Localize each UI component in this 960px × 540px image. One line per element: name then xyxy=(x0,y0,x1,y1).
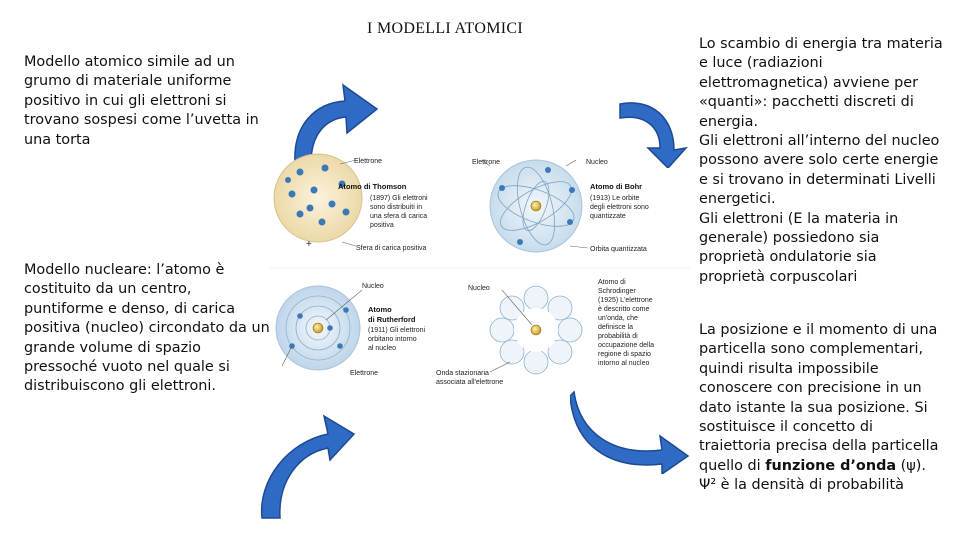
thomson-description: Modello atomico simile ad un grumo di materiale uniforme positivo in cui gli elettroni si trovano sospesi come l’uvetta in una torta xyxy=(24,54,259,148)
rutherford-desc-line: (1911) Gli elettroni xyxy=(368,327,426,334)
schrodinger-description xyxy=(699,321,949,496)
schrodinger-after: (ψ). xyxy=(896,457,926,474)
thomson-desc-line: positiva xyxy=(370,222,394,229)
schrodinger-desc xyxy=(598,297,656,367)
schrodinger-desc-line: probabilità di xyxy=(598,333,638,340)
bohr-title: Atomo di Bohr xyxy=(590,182,643,191)
schrodinger-intro: La posizione e il momento di una particella sono complementari, quindi risulta impossibile conoscere con precisione in un dato istante la sua posizione. Si sostituisce il concetto di traiettoria precisa della particella quello di xyxy=(699,322,939,474)
wave-function-term: funzione d’onda xyxy=(765,457,897,474)
rutherford-nucleus-label: Nucleo xyxy=(362,283,384,290)
rutherford-model xyxy=(276,283,427,377)
arrow-rutherford-icon xyxy=(258,390,358,520)
thomson-title: Atomo di Thomson xyxy=(338,182,407,191)
schrodinger-desc-line: definisce la xyxy=(598,324,634,331)
rutherford-title-line: Atomo xyxy=(368,305,392,314)
schrodinger-desc-line: occupazione della xyxy=(598,342,655,349)
schrodinger-nucleus-label: Nucleo xyxy=(468,285,490,292)
bohr-paragraph-2: Gli elettroni all’interno del nucleo possono avere solo certe energie e si trovano in determinati Livelli energetici. xyxy=(699,133,940,208)
bohr-nucleus-label: Nucleo xyxy=(586,159,608,166)
schrodinger-desc-line: regione di spazio xyxy=(598,351,651,358)
bohr-description xyxy=(699,35,944,287)
thomson-plus: + xyxy=(306,239,312,250)
schrodinger-desc-line: un'onda, che xyxy=(598,315,638,322)
rutherford-desc xyxy=(368,327,427,352)
schrodinger-desc-line: (1925) L'elettrone xyxy=(598,297,653,304)
rutherford-title xyxy=(368,305,416,324)
schrodinger-paragraph-2: Ψ² è la densità di probabilità xyxy=(699,477,904,494)
bohr-desc xyxy=(590,195,651,220)
schrodinger-wave-label xyxy=(436,370,503,386)
rutherford-desc-line: orbitano intorno xyxy=(368,336,417,343)
schrodinger-title xyxy=(598,279,636,295)
schrodinger-title-line: Schrodinger xyxy=(598,288,636,295)
bohr-desc-line: (1913) Le orbite xyxy=(590,195,640,202)
bohr-desc-line: degli elettroni sono xyxy=(590,204,649,211)
schrodinger-desc-line: è descritto come xyxy=(598,306,650,313)
rutherford-desc-line: al nucleo xyxy=(368,345,397,352)
schrodinger-model xyxy=(436,279,656,386)
schrodinger-title-line: Atomo di xyxy=(598,279,626,286)
schrodinger-paragraph-1 xyxy=(699,321,949,476)
bohr-paragraph-1: Lo scambio di energia tra materia e luce (radiazioni elettromagnetica) avviene per «quanti»: pacchetti discreti di energia. xyxy=(699,36,943,130)
thomson-desc-line: (1897) Gli elettroni xyxy=(370,195,428,202)
rutherford-description: Modello nucleare: l’atomo è costituito da un centro, puntiforme e denso, di carica positiva (nucleo) circondato da un grande volume di spazio pressoché vuoto nel quale si distribuiscono gli elettroni. xyxy=(24,262,270,395)
bohr-model xyxy=(472,159,651,253)
thomson-model xyxy=(274,154,430,252)
bohr-paragraph-3: Gli elettroni (E la materia in generale) possiedono sia proprietà ondulatorie sia proprietà corpuscolari xyxy=(699,210,899,285)
rutherford-title-line: di Rutherford xyxy=(368,315,416,324)
thomson-desc-line: una sfera di carica xyxy=(370,213,428,220)
page-title: I MODELLI ATOMICI xyxy=(367,20,523,37)
rutherford-electron-label: Elettrone xyxy=(350,370,379,377)
schrodinger-wave-line: associata all'elettrone xyxy=(436,379,504,386)
thomson-desc xyxy=(370,195,430,229)
bohr-desc-line: quantizzate xyxy=(590,213,626,220)
schrodinger-wave-line: Onda stazionaria xyxy=(436,370,489,377)
bohr-orbit-label: Orbita quantizzata xyxy=(590,246,647,253)
bohr-electron-label: Elettrone xyxy=(472,159,501,166)
thomson-desc-line: sono distribuiti in xyxy=(370,204,423,211)
thomson-sphere-label: Sfera di carica positiva xyxy=(356,245,427,252)
schrodinger-desc-line: intorno al nucleo xyxy=(598,360,650,367)
thomson-electron-label: Elettrone xyxy=(354,158,383,165)
atomic-models-figure xyxy=(270,150,690,400)
